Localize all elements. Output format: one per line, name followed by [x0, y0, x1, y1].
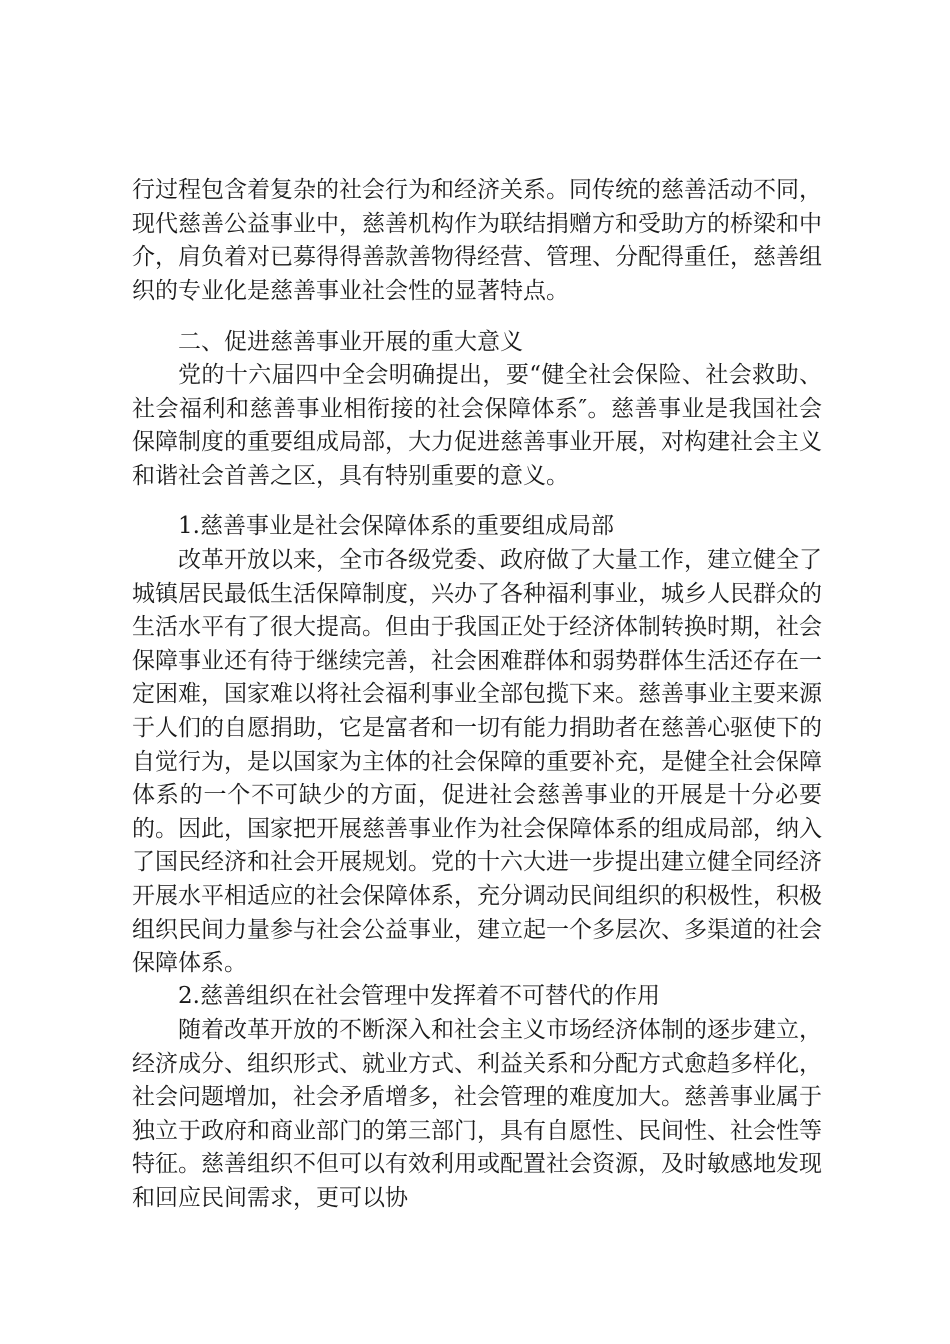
paragraph-intro: 行过程包含着复杂的社会行为和经济关系。同传统的慈善活动不同，现代慈善公益事业中，慈善机构作为联结捐赠方和受助方的桥梁和中介，肩负着对已募得得善款善物得经营、管理、分配得重任，慈善组织的专业化是慈善事业社会性的显著特点。 [132, 177, 822, 304]
section-heading-2: 二、促进慈善事业开展的重大意义 [178, 329, 523, 355]
subheading-1: 1.慈善事业是社会保障体系的重要组成局部 [178, 513, 614, 539]
paragraph-social-management: 随着改革开放的不断深入和社会主义市场经济体制的逐步建立，经济成分、组织形式、就业方式、利益关系和分配方式愈趋多样化，社会问题增加，社会矛盾增多，社会管理的难度加大。慈善事业属于独立于政府和商业部门的第三部门，具有自愿性、民间性、社会性等特征。慈善组织不但可以有效利用或配置社会资源，及时敏感地发现和回应民间需求，更可以协 [132, 1017, 822, 1211]
paragraph-significance: 党的十六届四中全会明确提出，要“健全社会保险、社会救助、社会福利和慈善事业相衔接的社会保障体系″。慈善事业是我国社会保障制度的重要组成局部，大力促进慈善事业开展，对构建社会主义和谐社会首善之区，具有特别重要的意义。 [132, 362, 822, 489]
subheading-2: 2.慈善组织在社会管理中发挥着不可替代的作用 [178, 983, 660, 1009]
paragraph-social-security: 改革开放以来，全市各级党委、政府做了大量工作，建立健全了城镇居民最低生活保障制度，兴办了各种福利事业，城乡人民群众的生活水平有了很大提高。但由于我国正处于经济体制转换时期，社会保障事业还有待于继续完善，社会困难群体和弱势群体生活还存在一定困难，国家难以将社会福利事业全部包揽下来。慈善事业主要来源于人们的自愿捐助，它是富者和一切有能力捐助者在慈善心驱使下的自觉行为，是以国家为主体的社会保障的重要补充，是健全社会保障体系的一个不可缺少的方面，促进社会慈善事业的开展是十分必要的。因此，国家把开展慈善事业作为社会保障体系的组成局部，纳入了国民经济和社会开展规划。党的十六大进一步提出建立健全同经济开展水平相适应的社会保障体系，充分调动民间组织的积极性，积极组织民间力量参与社会公益事业，建立起一个多层次、多渠道的社会保障体系。 [132, 547, 822, 977]
